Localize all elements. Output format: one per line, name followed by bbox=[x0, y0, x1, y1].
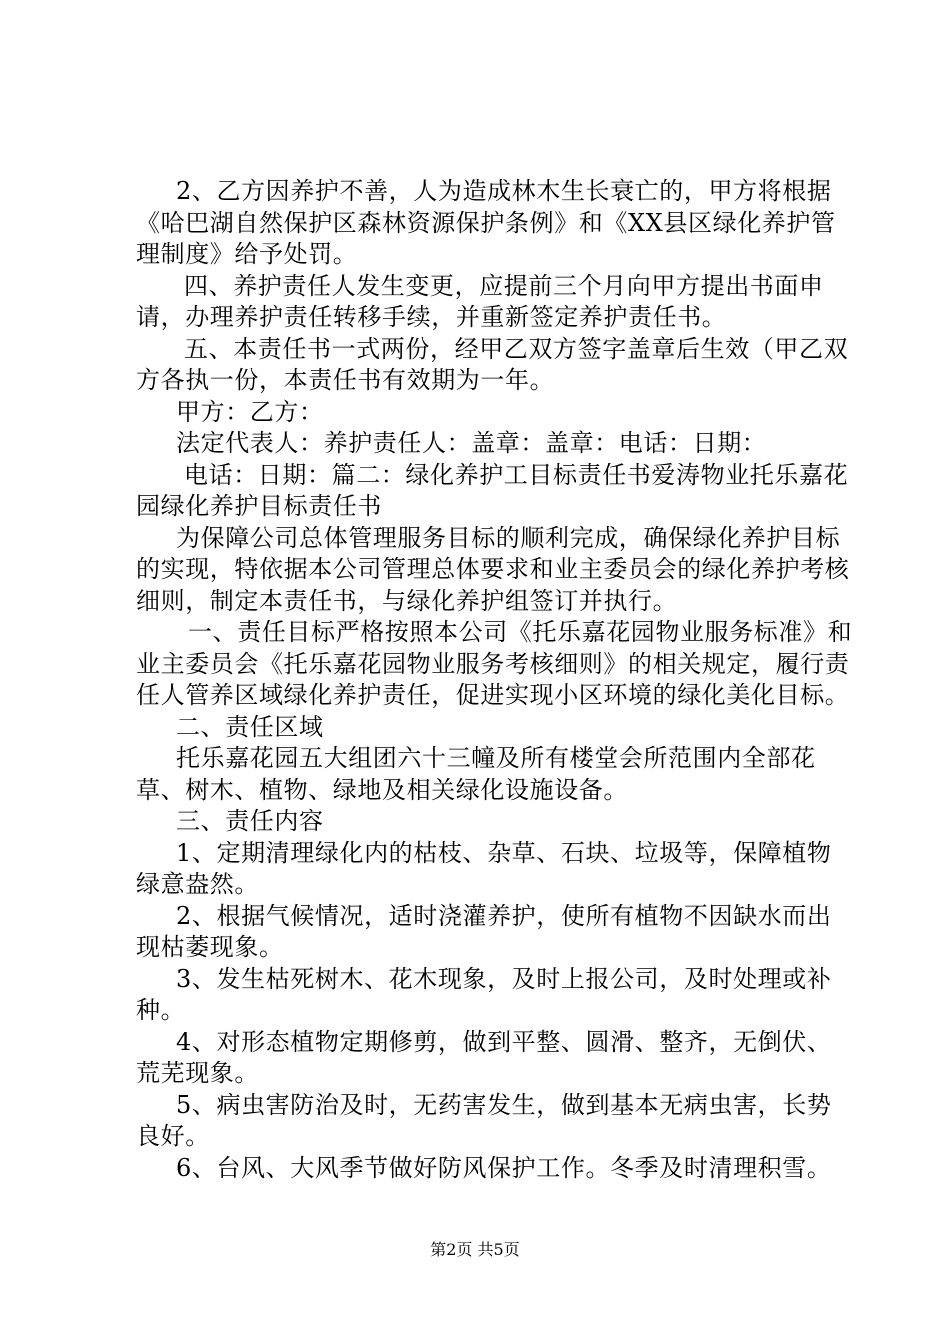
list-item-1: 1、定期清理绿化内的枯枝、杂草、石块、垃圾等，保障植物绿意盎然。 bbox=[136, 838, 832, 898]
list-item-2: 2、根据气候情况，适时浇灌养护，使所有植物不因缺水而出现枯萎现象。 bbox=[136, 901, 832, 961]
paragraph-penalty: 2、乙方因养护不善，人为造成林木生长衰亡的，甲方将根据《哈巴湖自然保护区森林资源保护条例》和《XX县区绿化养护管理制度》给予处罚。 bbox=[136, 177, 836, 268]
list-item-3: 3、发生枯死树木、花木现象，及时上报公司，及时处理或补种。 bbox=[136, 964, 832, 1024]
heading-area: 二、责任区域 bbox=[176, 712, 324, 741]
list-item-6: 6、台风、大风季节做好防风保护工作。冬季及时清理积雪。 bbox=[176, 1153, 832, 1182]
paragraph-area: 托乐嘉花园五大组团六十三幢及所有楼堂会所范围内全部花草、树木、植物、绿地及相关绿化设施设备。 bbox=[136, 744, 816, 804]
paragraph-parties: 甲方：乙方： bbox=[176, 397, 324, 426]
document-body bbox=[136, 176, 856, 1184]
page-number-footer: 第2页 共5页 bbox=[430, 1240, 520, 1259]
paragraph-intro: 为保障公司总体管理服务目标的顺利完成，确保绿化养护目标的实现，特依据本公司管理总体要求和业主委员会的绿化养护考核细则，制定本责任书，与绿化养护组签订并执行。 bbox=[136, 523, 850, 615]
paragraph-section-five: 五、本责任书一式两份，经甲乙双方签字盖章后生效（甲乙双方各执一份，本责任书有效期为一年。 bbox=[136, 334, 849, 394]
paragraph-signatures: 法定代表人：养护责任人：盖章：盖章：电话：日期： bbox=[176, 429, 767, 457]
paragraph-section-four: 四、养护责任人发生变更，应提前三个月向甲方提出书面申请，办理养护责任转移手续，并重新签定养护责任书。 bbox=[136, 271, 824, 331]
heading-content: 三、责任内容 bbox=[176, 807, 324, 835]
paragraph-target: 一、责任目标严格按照本公司《托乐嘉花园物业服务标准》和业主委员会《托乐嘉花园物业服务考核细则》的相关规定，履行责任人管养区域绿化养护责任，促进实现小区环境的绿化美化目标。 bbox=[136, 618, 853, 709]
list-item-4: 4、对形态植物定期修剪，做到平整、圆滑、整齐，无倒伏、荒芜现象。 bbox=[136, 1027, 832, 1087]
list-item-5: 5、病虫害防治及时，无药害发生，做到基本无病虫害，长势良好。 bbox=[136, 1090, 832, 1150]
paragraph-part-two-title: 电话：日期：篇二：绿化养护工目标责任书爱涛物业托乐嘉花园绿化养护目标责任书 bbox=[136, 460, 849, 520]
